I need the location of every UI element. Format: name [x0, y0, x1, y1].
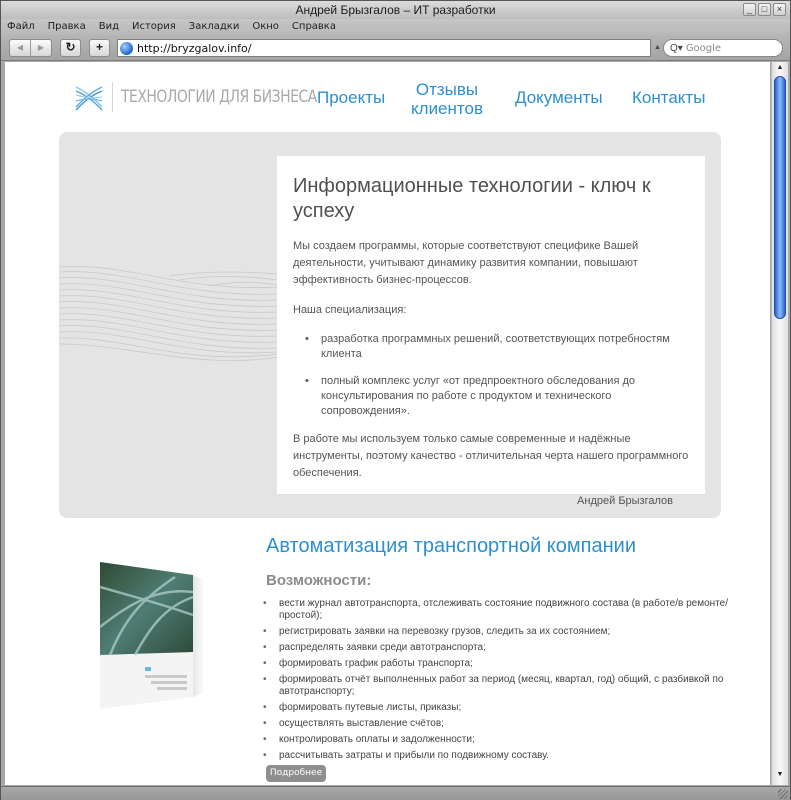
list-item: • разработка программных решений, соответствующих потребностям клиента [293, 332, 689, 362]
search-placeholder: Google [685, 42, 722, 54]
window-controls [743, 3, 786, 16]
list-item: • осуществлять выставление счётов; [261, 718, 731, 730]
logo-icon [75, 83, 103, 111]
list-item: • формировать график работы транспорта; [261, 658, 731, 670]
features-list [261, 598, 731, 766]
list-item: • полный комплекс услуг «от предпроектного обследования до консультирования по работе с продуктом и технического сопровождения». [293, 374, 689, 419]
specialization-list [293, 332, 689, 419]
list-item: • регистрировать заявки на перевозку грузов, следить за их состоянием; [261, 626, 731, 638]
menu-help[interactable]: Справка [291, 21, 336, 32]
status-bar [1, 786, 790, 800]
search-input[interactable] [663, 39, 783, 57]
features-title: Возможности: [266, 572, 372, 589]
page-viewport [5, 62, 770, 785]
maximize-button[interactable]: □ [758, 3, 771, 16]
nav-documents[interactable]: Документы [515, 88, 603, 107]
navigation-toolbar [1, 35, 790, 61]
globe-icon [120, 42, 133, 55]
nav-testimonials[interactable]: Отзывы клиентов [411, 80, 483, 118]
window-title: Андрей Брызгалов – ИТ разработки [295, 3, 496, 17]
list-item: • формировать путевые листы, приказы; [261, 702, 731, 714]
back-button[interactable]: ◀ [16, 43, 24, 52]
product-box-image[interactable] [95, 557, 205, 717]
vertical-scrollbar[interactable] [771, 62, 788, 785]
menu-bar [1, 19, 790, 35]
list-item: • распределять заявки среди автотранспорта; [261, 642, 731, 654]
scroll-down-arrow-icon[interactable]: ▼ [776, 771, 784, 778]
search-icon[interactable]: Q▾ [670, 42, 683, 54]
menu-bookmarks[interactable]: Закладки [188, 21, 240, 32]
specialization-label: Наша специализация: [293, 304, 407, 316]
logo-divider [112, 82, 113, 112]
signature: Андрей Брызгалов [577, 495, 673, 507]
menu-view[interactable]: Вид [98, 21, 119, 32]
list-item: • контролировать оплаты и задолженности; [261, 734, 731, 746]
hero-intro: Мы создаем программы, которые соответствуют специфике Вашей деятельности, учитывают динамику развития компании, повышают эффективность бизнес-процессов. [293, 240, 639, 286]
minimize-button[interactable]: _ [743, 3, 756, 16]
hero-closing: В работе мы используем только самые современные и надёжные инструменты, поэтому качество - отличительная черта нашего программного обеспечения. [293, 433, 689, 479]
new-tab-button[interactable]: + [89, 39, 110, 57]
menu-edit[interactable]: Правка [47, 21, 86, 32]
scroll-thumb[interactable] [774, 76, 786, 319]
close-button[interactable]: × [773, 3, 786, 16]
list-item: • вести журнал автотранспорта, отслеживать состояние подвижного состава (в работе/в ремонте/простой); [261, 598, 731, 622]
resize-grip-icon[interactable] [778, 789, 788, 799]
wave-lines-decoration [59, 262, 279, 372]
nav-contacts[interactable]: Контакты [632, 88, 706, 107]
nav-projects[interactable]: Проекты [317, 88, 386, 107]
menu-window[interactable]: Окно [252, 21, 279, 32]
hero-card [277, 156, 705, 507]
scroll-up-arrow-icon[interactable]: ▲ [776, 64, 784, 71]
url-dropdown-icon[interactable]: ▲ [654, 44, 661, 51]
reload-button[interactable]: ↻ [60, 39, 81, 57]
menu-file[interactable]: Файл [7, 21, 35, 32]
list-item: • формировать отчёт выполненных работ за период (месяц, квартал, год) общий, с разбивкой по автотранспорту; [261, 674, 731, 698]
product-title[interactable]: Автоматизация транспортной компании [266, 535, 636, 557]
hero-title: Информационные технологии - ключ к успеху [293, 175, 651, 222]
more-button[interactable]: Подробнее [266, 765, 326, 782]
address-bar[interactable] [117, 39, 651, 57]
menu-history[interactable]: История [131, 21, 176, 32]
back-forward-group [9, 39, 52, 57]
url-input[interactable]: http://bryzgalov.info/ [137, 41, 252, 55]
title-bar [1, 1, 790, 19]
logo-text: ТЕХНОЛОГИИ ДЛЯ БИЗНЕСА [121, 87, 317, 107]
hero-banner [59, 132, 721, 518]
forward-button[interactable]: ▶ [30, 40, 51, 56]
list-item: • рассчитывать затраты и прибыли по подвижному составу. [261, 750, 731, 762]
